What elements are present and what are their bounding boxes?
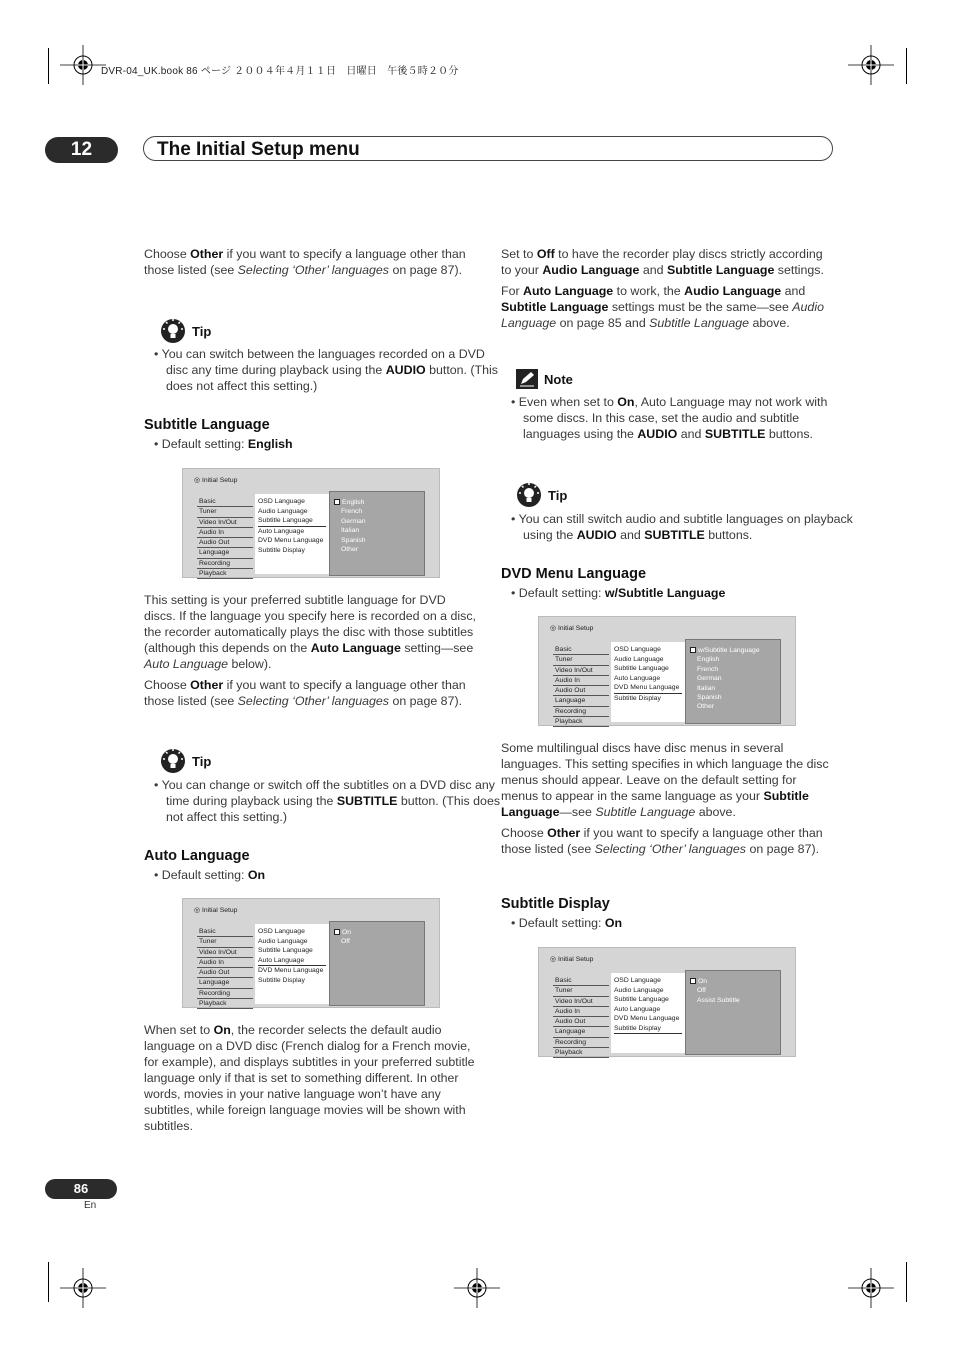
menu-category[interactable]: Recording xyxy=(553,1038,609,1048)
menu-option[interactable]: Spanish xyxy=(341,536,366,544)
paragraph: Set to Off to have the recorder play discs strictly according to your Audio Language and Subtitle Language settings. xyxy=(501,247,824,277)
lightbulb-icon xyxy=(160,318,186,344)
screen-menu-subtitle-language xyxy=(182,468,440,578)
screen-menu-dvd-menu-language xyxy=(538,616,796,726)
menu-categories xyxy=(197,927,253,1009)
menu-category[interactable]: Tuner xyxy=(197,937,253,947)
menu-option[interactable]: German xyxy=(341,517,366,525)
disc-icon: ◎ xyxy=(194,907,200,914)
menu-category[interactable]: Video In/Out xyxy=(553,666,609,676)
menu-category[interactable]: Audio In xyxy=(553,1007,609,1017)
menu-option[interactable]: Italian xyxy=(697,684,716,692)
default-setting: • Default setting: w/Subtitle Language xyxy=(501,585,858,601)
menu-setting[interactable]: Auto Language xyxy=(258,527,305,535)
paragraph: For Auto Language to work, the Audio Language and Subtitle Language settings must be the same—see Audio Language on page 85 and Subtitle Language above. xyxy=(501,284,824,330)
menu-setting[interactable]: DVD Menu Language xyxy=(258,537,324,544)
menu-category[interactable]: Recording xyxy=(197,559,253,569)
menu-options xyxy=(329,921,425,1006)
menu-category[interactable]: Language xyxy=(197,978,253,988)
menu-settings xyxy=(255,924,329,1004)
menu-setting[interactable]: Auto Language xyxy=(258,956,326,967)
menu-setting[interactable]: Subtitle Display xyxy=(258,546,305,554)
section-heading: DVD Menu Language xyxy=(501,566,647,582)
menu-setting[interactable]: OSD Language xyxy=(614,977,661,984)
menu-setting[interactable]: Subtitle Display xyxy=(614,1024,682,1035)
registration-mark-top-left xyxy=(60,45,106,85)
print-header-line: DVR-04_UK.book 86 ページ ２００４年４月１１日 日曜日 午後５時２０分 xyxy=(101,66,459,77)
section-heading: Subtitle Display xyxy=(501,896,610,912)
menu-option[interactable]: w/Subtitle Language xyxy=(690,646,776,655)
paragraph: Choose Other if you want to specify a language other than those listed (see Selecting ‘Other’ languages on page 87). xyxy=(144,247,466,277)
registration-mark-top-right xyxy=(848,45,894,85)
menu-category[interactable]: Basic xyxy=(553,645,609,655)
menu-title: ◎ Initial Setup xyxy=(194,906,238,914)
menu-settings xyxy=(611,973,685,1053)
menu-option[interactable]: Off xyxy=(697,987,706,995)
menu-setting[interactable]: Subtitle Language xyxy=(614,996,669,1003)
menu-category[interactable]: Audio Out xyxy=(197,968,253,978)
menu-category[interactable]: Recording xyxy=(197,989,253,999)
menu-setting[interactable]: Auto Language xyxy=(614,674,661,682)
menu-setting[interactable]: Audio Language xyxy=(258,507,308,515)
menu-options xyxy=(329,491,425,576)
lightbulb-icon xyxy=(516,482,542,508)
menu-category[interactable]: Audio Out xyxy=(553,686,609,696)
disc-icon: ◎ xyxy=(550,625,556,632)
tip-heading: Tip xyxy=(160,748,211,774)
section-heading: Auto Language xyxy=(144,848,250,864)
default-setting: • Default setting: English xyxy=(144,436,501,452)
right-column xyxy=(501,246,836,336)
menu-setting[interactable]: DVD Menu Language xyxy=(258,967,324,974)
menu-category[interactable]: Video In/Out xyxy=(553,997,609,1007)
menu-setting[interactable]: Subtitle Language xyxy=(258,947,313,954)
left-column-footer xyxy=(144,1022,479,1139)
menu-settings xyxy=(255,494,329,574)
menu-category[interactable]: Basic xyxy=(553,976,609,986)
menu-setting[interactable]: DVD Menu Language xyxy=(614,1015,680,1022)
default-setting: • Default setting: On xyxy=(501,915,858,931)
note-heading: Note xyxy=(516,369,573,389)
menu-category[interactable]: Recording xyxy=(553,707,609,717)
menu-option[interactable]: English xyxy=(334,498,420,507)
menu-setting[interactable]: Audio Language xyxy=(258,937,308,945)
menu-setting[interactable]: Audio Language xyxy=(614,655,664,663)
tip-text: • You can still switch audio and subtitle languages on playback using the AUDIO and SUBTITLE buttons. xyxy=(501,511,858,543)
paragraph: This setting is your preferred subtitle language for DVD discs. If the language you specify here is recorded on a disc, the recorder automatically plays the disc with those subtitles (although this depends on the Auto Language setting—see Auto Language below). xyxy=(144,593,476,671)
left-column-body xyxy=(144,592,479,714)
crop-line-bottom-right xyxy=(906,1262,907,1302)
menu-categories xyxy=(553,976,609,1058)
tip-heading: Tip xyxy=(516,482,567,508)
menu-category[interactable]: Basic xyxy=(197,927,253,937)
menu-setting[interactable]: OSD Language xyxy=(258,928,305,935)
menu-category[interactable]: Playback xyxy=(553,717,609,727)
menu-option[interactable]: Other xyxy=(341,545,358,553)
menu-option[interactable]: French xyxy=(341,508,363,516)
menu-option[interactable]: On xyxy=(334,928,420,937)
right-column-body xyxy=(501,740,836,862)
disc-icon: ◎ xyxy=(194,477,200,484)
chapter-title: The Initial Setup menu xyxy=(143,136,833,161)
menu-options xyxy=(685,970,781,1055)
note-text: • Even when set to On, Auto Language may not work with some discs. In this case, set the audio and subtitle languages using the AUDIO and SUBTITLE buttons. xyxy=(501,394,858,442)
menu-option[interactable]: German xyxy=(697,675,722,683)
menu-setting[interactable]: DVD Menu Language xyxy=(614,683,682,694)
left-column xyxy=(144,246,479,283)
crop-line-top-left xyxy=(48,48,49,84)
menu-setting[interactable]: Audio Language xyxy=(614,986,664,994)
menu-option[interactable]: English xyxy=(697,656,720,664)
paragraph: When set to On, the recorder selects the default audio language on a DVD disc (French dialog for a French movie, for example), and displays subtitles in your preferred subtitle language only if that is set to something different. In other words, movies in your native language won’t have any subtitles, while foreign language movies will be shown with subtitles. xyxy=(144,1023,475,1133)
checkbox-icon xyxy=(690,647,696,653)
menu-setting[interactable]: OSD Language xyxy=(614,646,661,653)
disc-icon: ◎ xyxy=(550,956,556,963)
pencil-note-icon xyxy=(516,369,538,389)
menu-category[interactable]: Tuner xyxy=(553,655,609,665)
menu-setting[interactable]: OSD Language xyxy=(258,498,305,505)
screen-menu-auto-language xyxy=(182,898,440,1008)
menu-setting[interactable]: Subtitle Display xyxy=(258,976,305,984)
menu-option[interactable]: Spanish xyxy=(697,693,722,701)
menu-category[interactable]: Tuner xyxy=(197,507,253,517)
menu-category[interactable]: Audio In xyxy=(553,676,609,686)
menu-option[interactable]: Other xyxy=(697,703,714,711)
menu-category[interactable]: Audio In xyxy=(197,528,253,538)
menu-category[interactable]: Audio Out xyxy=(553,1017,609,1027)
page-number: 86 xyxy=(45,1179,117,1199)
registration-mark-bottom-center xyxy=(454,1268,500,1308)
menu-category[interactable]: Basic xyxy=(197,497,253,507)
menu-setting[interactable]: Subtitle Language xyxy=(614,665,669,672)
menu-category[interactable]: Audio Out xyxy=(197,538,253,548)
default-setting: • Default setting: On xyxy=(144,867,501,883)
menu-options xyxy=(685,639,781,724)
menu-option[interactable]: Off xyxy=(341,938,350,946)
menu-categories xyxy=(553,645,609,727)
menu-category[interactable]: Tuner xyxy=(553,986,609,996)
crop-line-bottom-left xyxy=(48,1262,49,1302)
menu-category[interactable]: Language xyxy=(197,548,253,558)
menu-option[interactable]: French xyxy=(697,665,719,673)
menu-title: ◎ Initial Setup xyxy=(550,955,594,963)
menu-option[interactable]: On xyxy=(690,977,776,986)
menu-category[interactable]: Language xyxy=(553,1027,609,1037)
tip-text: • You can switch between the languages recorded on a DVD disc any time during playback using the AUDIO button. (This does not affect this setting.) xyxy=(144,346,501,394)
menu-title: ◎ Initial Setup xyxy=(194,476,238,484)
lightbulb-icon xyxy=(160,748,186,774)
menu-category[interactable]: Audio In xyxy=(197,958,253,968)
menu-category[interactable]: Playback xyxy=(553,1048,609,1058)
registration-mark-bottom-left xyxy=(60,1268,106,1308)
menu-setting[interactable]: Auto Language xyxy=(614,1005,661,1013)
menu-categories xyxy=(197,497,253,579)
menu-category[interactable]: Video In/Out xyxy=(197,948,253,958)
registration-mark-bottom-right xyxy=(848,1268,894,1308)
section-heading: Subtitle Language xyxy=(144,417,270,433)
menu-option[interactable]: Italian xyxy=(341,527,360,535)
checkbox-icon xyxy=(334,499,340,505)
paragraph: Some multilingual discs have disc menus in several languages. This setting specifies in which language the disc menus should appear. Leave on the default setting for menus to appear in the same language as your Subtitle Language—see Subtitle Language above. xyxy=(501,741,829,819)
menu-settings xyxy=(611,642,685,722)
paragraph: Choose Other if you want to specify a language other than those listed (see Selecting ‘Other’ languages on page 87). xyxy=(501,826,823,856)
menu-setting[interactable]: Subtitle Language xyxy=(258,516,326,527)
checkbox-icon xyxy=(334,929,340,935)
screen-menu-subtitle-display xyxy=(538,947,796,1057)
menu-category[interactable]: Playback xyxy=(197,569,253,579)
menu-option[interactable]: Assist Subtitle xyxy=(697,996,740,1004)
tip-text: • You can change or switch off the subtitles on a DVD disc any time during playback using the SUBTITLE button. (This does not affect this setting.) xyxy=(144,777,501,825)
crop-line-top-right xyxy=(906,48,907,84)
menu-category[interactable]: Playback xyxy=(197,999,253,1009)
tip-heading: Tip xyxy=(160,318,211,344)
chapter-number: 12 xyxy=(45,137,118,163)
language-code: En xyxy=(84,1200,97,1211)
menu-title: ◎ Initial Setup xyxy=(550,624,594,632)
menu-category[interactable]: Video In/Out xyxy=(197,518,253,528)
paragraph: Choose Other if you want to specify a language other than those listed (see Selecting ‘Other’ languages on page 87). xyxy=(144,678,466,708)
checkbox-icon xyxy=(690,978,696,984)
menu-setting[interactable]: Subtitle Display xyxy=(614,694,661,702)
menu-category[interactable]: Language xyxy=(553,696,609,706)
